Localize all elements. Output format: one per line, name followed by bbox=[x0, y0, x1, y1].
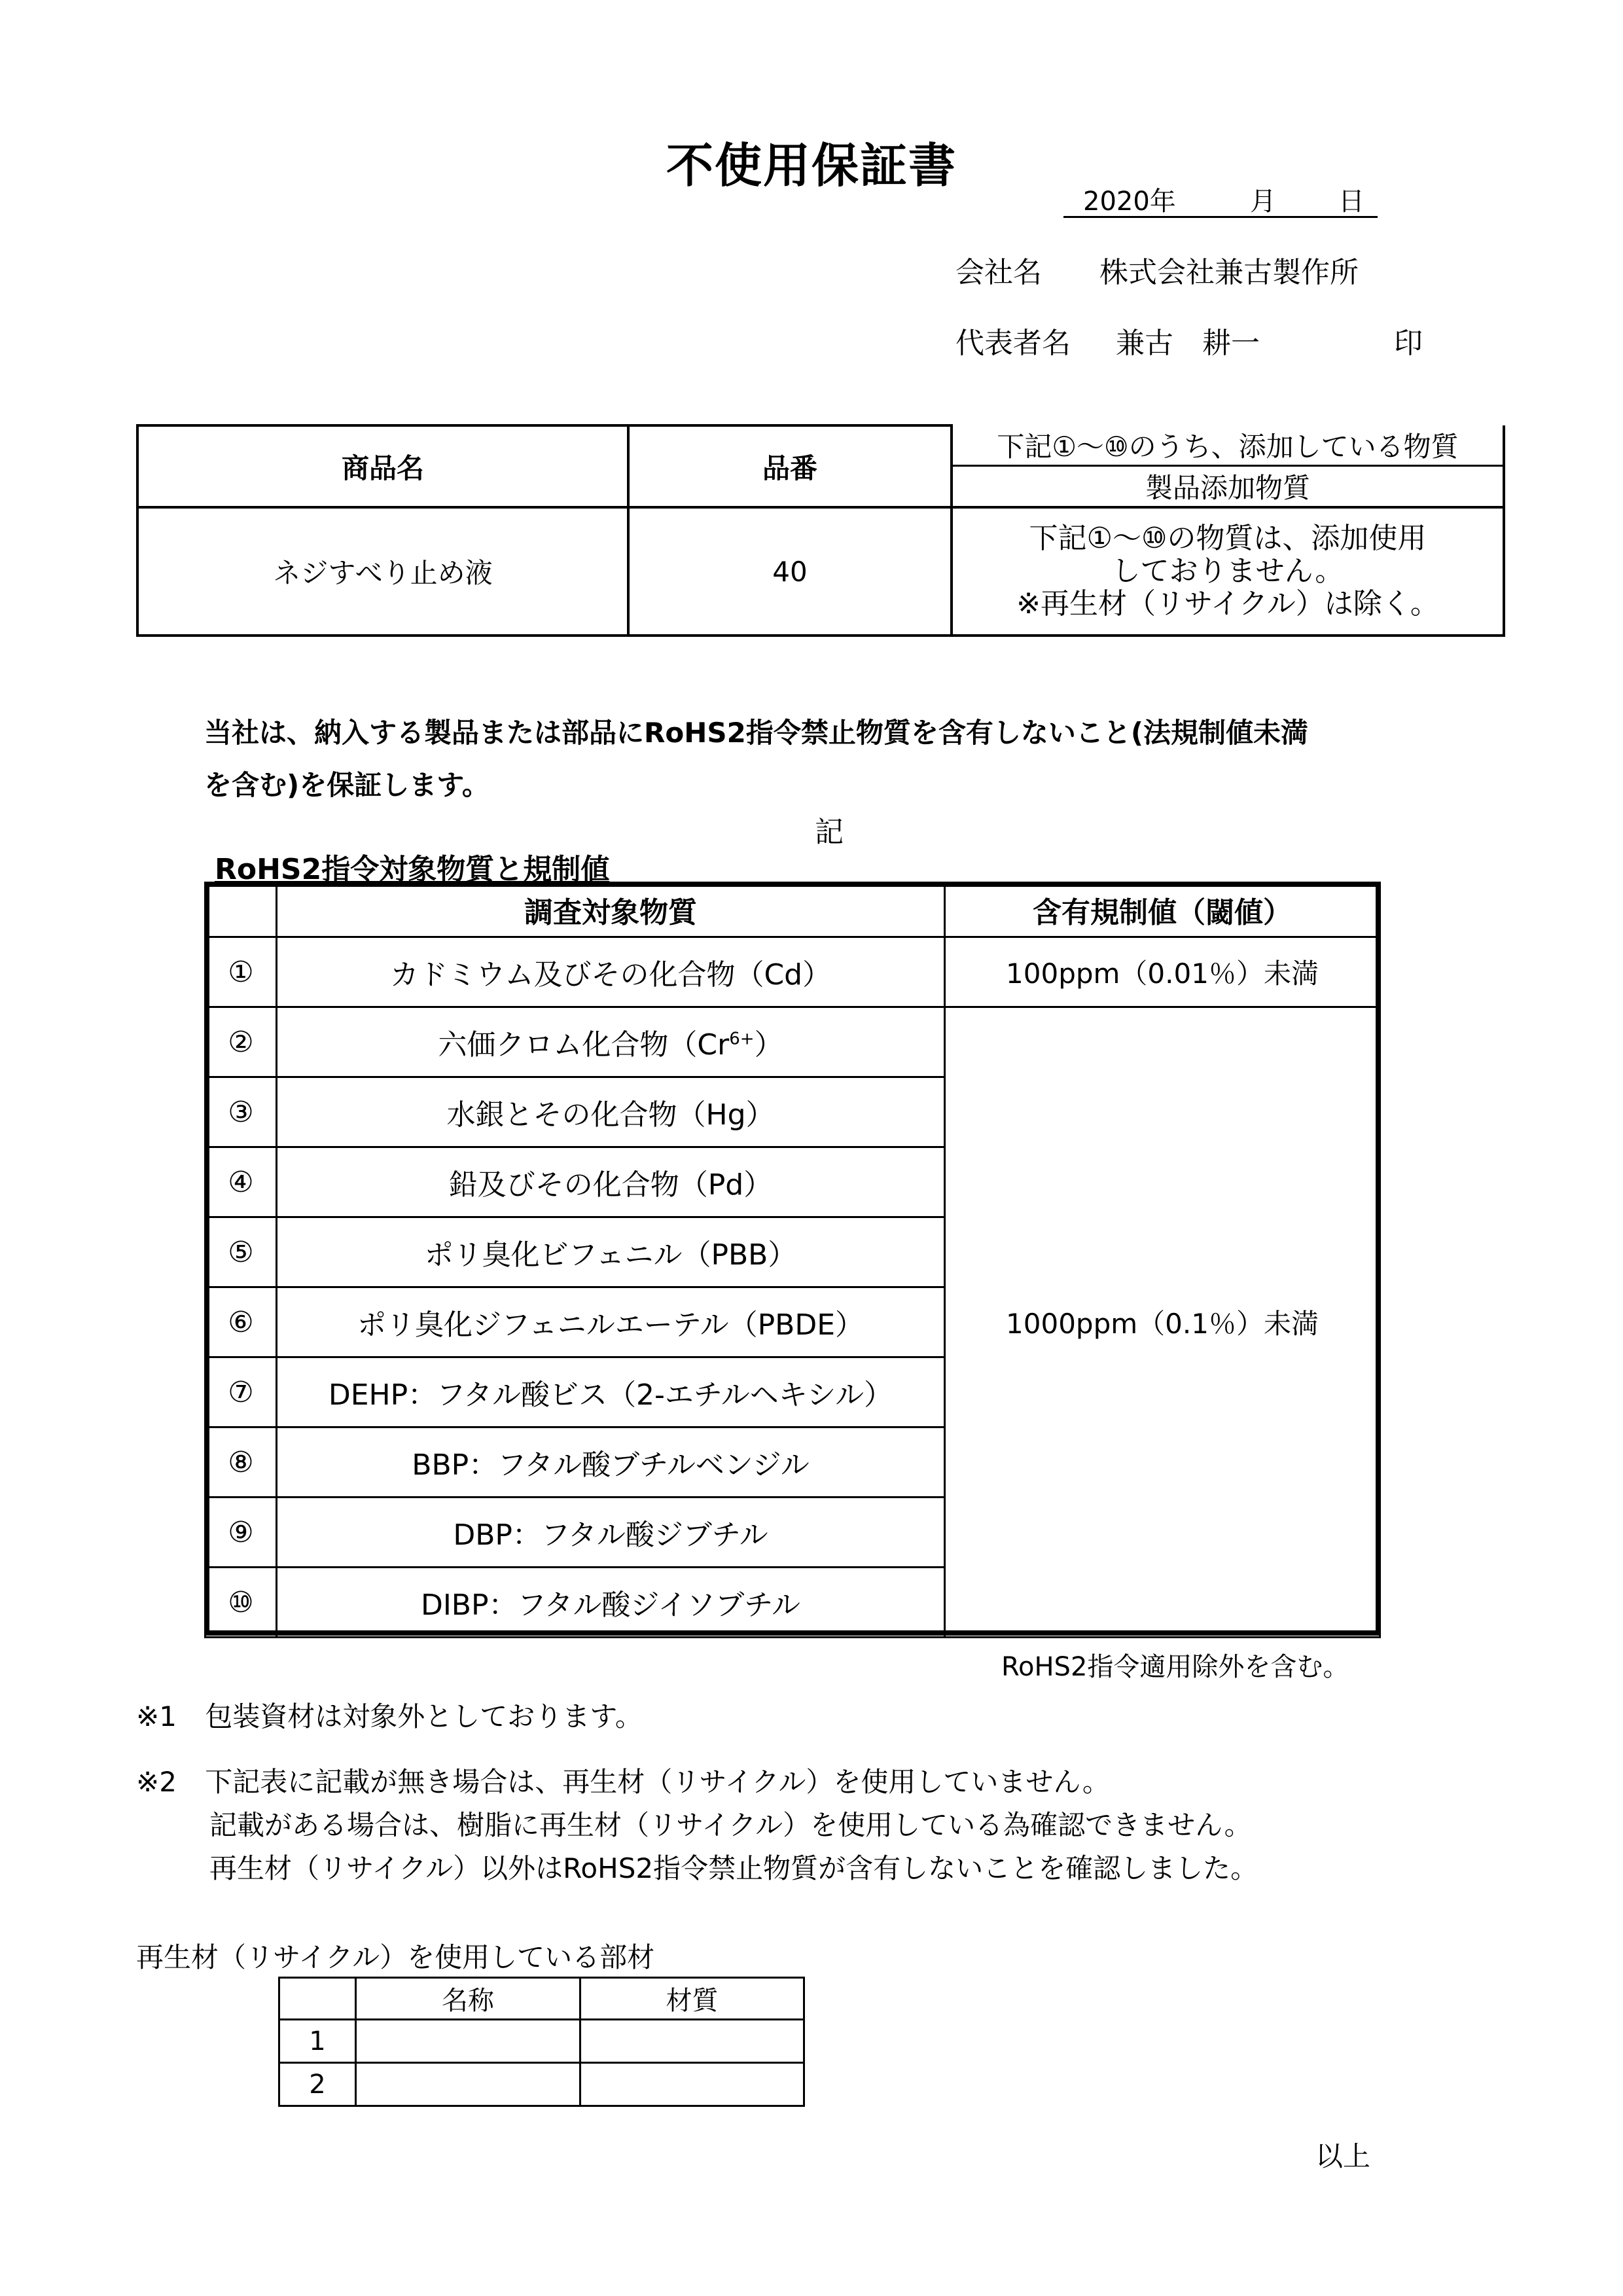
product-number-cell: 40 bbox=[628, 507, 952, 636]
row-number: ④ bbox=[205, 1147, 277, 1217]
row-substance: ポリ臭化ジフェニルエーテル（PBDE） bbox=[277, 1287, 945, 1357]
recycle-header-name: 名称 bbox=[356, 1978, 580, 2020]
row-number: ⑧ bbox=[205, 1427, 277, 1498]
substance-line: 下記①～⑩の物質は、添加使用 bbox=[1029, 522, 1427, 555]
rohs-table bbox=[204, 882, 1381, 1638]
recycle-header-material: 材質 bbox=[580, 1978, 804, 2020]
header-substance: 調査対象物質 bbox=[277, 883, 945, 937]
recycle-header-blank bbox=[279, 1978, 356, 2020]
company-label: 会社名 bbox=[955, 256, 1042, 289]
recycle-name-cell[interactable] bbox=[356, 2063, 580, 2106]
header-substance-top: 下記①～⑩のうち、添加している物質 bbox=[952, 425, 1504, 466]
company-name: 株式会社兼古製作所 bbox=[1099, 256, 1359, 289]
note-1-mark: ※1 bbox=[136, 1700, 177, 1732]
note-2 bbox=[136, 1761, 1110, 1804]
header-product-number: 品番 bbox=[628, 425, 952, 507]
product-name-cell: ネジすべり止め液 bbox=[137, 507, 628, 636]
recycle-title: 再生材（リサイクル）を使用している部材 bbox=[136, 1941, 655, 1973]
note-1 bbox=[136, 1695, 643, 1738]
guarantee-line: を含む)を保証します。 bbox=[204, 769, 490, 801]
recycle-name-cell[interactable] bbox=[356, 2020, 580, 2063]
note-2-line: 再生材（リサイクル）以外はRoHS2指令禁止物質が含有しないことを確認しました。 bbox=[209, 1852, 1258, 1884]
date-day: 日 bbox=[1338, 187, 1364, 217]
row-number: ② bbox=[205, 1007, 277, 1077]
header-limit: 含有規制値（閾値） bbox=[945, 883, 1380, 937]
date-line bbox=[1063, 178, 1378, 218]
row-substance: カドミウム及びその化合物（Cd） bbox=[277, 937, 945, 1007]
header-product-name: 商品名 bbox=[137, 425, 628, 507]
row-substance: 鉛及びその化合物（Pd） bbox=[277, 1147, 945, 1217]
header-number bbox=[205, 883, 277, 937]
rohs-title: RoHS2指令対象物質と規制値 bbox=[215, 853, 610, 886]
header-substance-bottom: 製品添加物質 bbox=[952, 466, 1504, 508]
limit-others: 1000ppm（0.1％）未満 bbox=[945, 1007, 1380, 1638]
row-substance: ポリ臭化ビフェニル（PBB） bbox=[277, 1217, 945, 1287]
exemption-note: RoHS2指令適用除外を含む。 bbox=[1001, 1652, 1349, 1682]
recycle-row-number: 1 bbox=[279, 2020, 356, 2063]
row-number: ⑩ bbox=[205, 1568, 277, 1638]
recycle-row-number: 2 bbox=[279, 2063, 356, 2106]
date-year: 2020年 bbox=[1083, 187, 1176, 217]
seal-mark: 印 bbox=[1394, 327, 1423, 360]
representative-name: 兼古 耕一 bbox=[1116, 327, 1260, 360]
row-substance: DIBP：フタル酸ジイソブチル bbox=[277, 1568, 945, 1638]
row-substance-suffix: ） bbox=[754, 1028, 783, 1062]
product-table bbox=[136, 424, 1505, 637]
recycle-material-cell[interactable] bbox=[580, 2063, 804, 2106]
product-substance-cell bbox=[952, 507, 1504, 636]
row-number: ③ bbox=[205, 1077, 277, 1147]
row-number: ⑦ bbox=[205, 1357, 277, 1427]
row-substance: BBP：フタル酸ブチルベンジル bbox=[277, 1427, 945, 1498]
ki-mark: 記 bbox=[815, 816, 844, 849]
date-month: 月 bbox=[1250, 187, 1276, 217]
substance-line: しておりません。 bbox=[1111, 554, 1344, 588]
note-2-line: 下記表に記載が無き場合は、再生材（リサイクル）を使用していません。 bbox=[205, 1766, 1110, 1798]
closing-mark: 以上 bbox=[1315, 2140, 1371, 2172]
recycle-table bbox=[278, 1977, 805, 2107]
guarantee-line: 当社は、納入する製品または部品にRoHS2指令禁止物質を含有しないこと(法規制値未満 bbox=[204, 717, 1309, 749]
row-number: ① bbox=[205, 937, 277, 1007]
limit-cadmium: 100ppm（0.01％）未満 bbox=[945, 937, 1380, 1007]
note-2-mark: ※2 bbox=[136, 1766, 177, 1798]
note-1-text: 包装資材は対象外としております。 bbox=[205, 1700, 643, 1732]
guarantee-statement bbox=[204, 707, 1308, 812]
recycle-material-cell[interactable] bbox=[580, 2020, 804, 2063]
note-2-line: 記載がある場合は、樹脂に再生材（リサイクル）を使用している為確認できません。 bbox=[209, 1809, 1252, 1841]
row-number: ⑥ bbox=[205, 1287, 277, 1357]
substance-line: ※再生材（リサイクル）は除く。 bbox=[1016, 587, 1439, 620]
document-title: 不使用保証書 bbox=[666, 138, 957, 193]
row-substance: DBP：フタル酸ジブチル bbox=[277, 1498, 945, 1568]
row-substance: 水銀とその化合物（Hg） bbox=[277, 1077, 945, 1147]
row-substance-superscript: 6+ bbox=[729, 1029, 755, 1049]
row-number: ⑨ bbox=[205, 1498, 277, 1568]
row-substance: DEHP：フタル酸ビス（2-エチルヘキシル） bbox=[277, 1357, 945, 1427]
row-substance-text: 六価クロム化合物（Cr bbox=[438, 1028, 730, 1062]
row-substance bbox=[277, 1007, 945, 1077]
row-number: ⑤ bbox=[205, 1217, 277, 1287]
representative-label: 代表者名 bbox=[955, 327, 1071, 360]
